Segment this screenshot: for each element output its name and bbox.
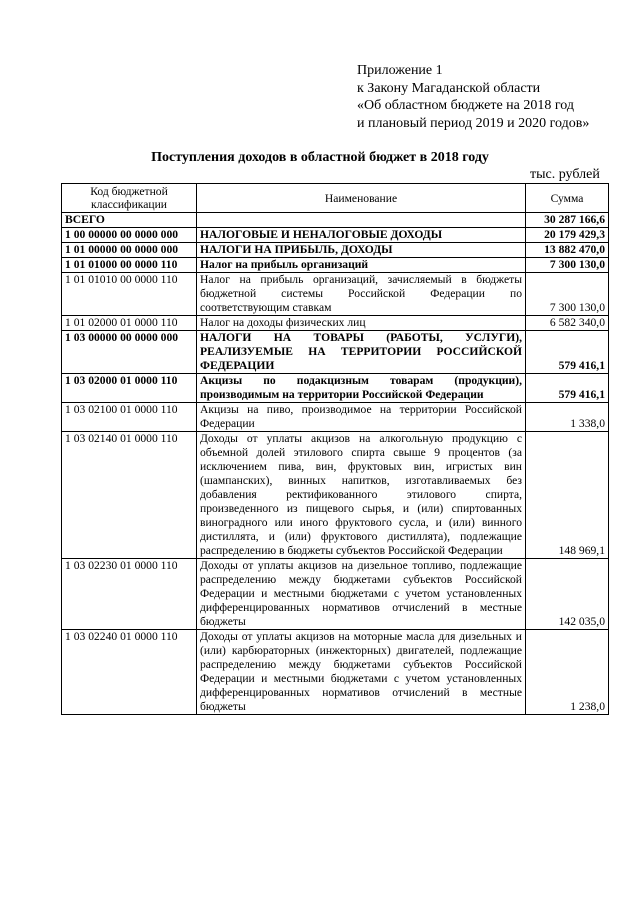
row-amount: 142 035,0: [526, 559, 609, 630]
row-code: 1 03 00000 00 0000 000: [62, 331, 197, 374]
row-code: 1 00 00000 00 0000 000: [62, 228, 197, 243]
annex-line: к Закону Магаданской области: [357, 80, 541, 96]
row-name: Доходы от уплаты акцизов на моторные масла для дизельных и (или) карбюраторных (инжекторных) двигателей, подлежащие распределению между бюджетами субъектов Российской Федерации и местными бюджетами с учетом установленных дифференцированных нормативов отчислений в местные бюджеты: [197, 630, 526, 715]
row-amount: 579 416,1: [526, 374, 609, 403]
row-amount: 20 179 429,3: [526, 228, 609, 243]
annex-line: и плановый период 2019 и 2020 годов»: [357, 115, 590, 131]
row-name: НАЛОГИ НА ПРИБЫЛЬ, ДОХОДЫ: [197, 243, 526, 258]
row-code: 1 01 00000 00 0000 000: [62, 243, 197, 258]
table-row: [62, 243, 609, 258]
row-amount: 7 300 130,0: [526, 258, 609, 273]
table-row: [62, 374, 609, 403]
row-amount: 148 969,1: [526, 432, 609, 559]
annex-line: «Об областном бюджете на 2018 год: [357, 98, 574, 113]
row-amount: 6 582 340,0: [526, 316, 609, 331]
row-code: 1 03 02140 01 0000 110: [62, 432, 197, 559]
header-code: Код бюджетной классификации: [62, 184, 197, 213]
row-code: 1 03 02100 01 0000 110: [62, 403, 197, 432]
row-code: 1 01 02000 01 0000 110: [62, 316, 197, 331]
row-name: Доходы от уплаты акцизов на алкогольную продукцию с объемной долей этилового спирта свыше 9 процентов (за исключением пива, вин, фруктовых вин, игристых вин (шампанских), винных напитков, изготавливаемых без добавления ректификованного этилового спирта, произведенного из пищевого сырья, и (или) спиртованных виноградного или иного фруктового сусла, и (или) винного дистиллята, и (или) фруктового дистиллята), подлежащие распределению в бюджеты субъектов Российской Федерации: [197, 432, 526, 559]
table-header-row: [62, 184, 609, 213]
row-amount: 30 287 166,6: [526, 213, 609, 228]
row-amount: 579 416,1: [526, 331, 609, 374]
row-name: Налог на доходы физических лиц: [197, 316, 526, 331]
table-row: [62, 331, 609, 374]
row-name: НАЛОГОВЫЕ И НЕНАЛОГОВЫЕ ДОХОДЫ: [197, 228, 526, 243]
annex-header: [357, 62, 589, 132]
row-name: НАЛОГИ НА ТОВАРЫ (РАБОТЫ, УСЛУГИ), РЕАЛИЗУЕМЫЕ НА ТЕРРИТОРИИ РОССИЙСКОЙ ФЕДЕРАЦИИ: [197, 331, 526, 374]
row-name: Налог на прибыль организаций, зачисляемый в бюджеты бюджетной системы Российской Федерации по соответствующим ставкам: [197, 273, 526, 316]
table-row: [62, 258, 609, 273]
header-name: Наименование: [197, 184, 526, 213]
header-amount: Сумма: [526, 184, 609, 213]
document-title: Поступления доходов в областной бюджет в 2018 году: [151, 150, 489, 165]
units-label: тыс. рублей: [530, 167, 600, 182]
row-name: Акцизы на пиво, производимое на территории Российской Федерации: [197, 403, 526, 432]
row-amount: 1 338,0: [526, 403, 609, 432]
row-name: Акцизы по подакцизным товарам (продукции), производимым на территории Российской Федерации: [197, 374, 526, 403]
table-row: [62, 228, 609, 243]
table-row: [62, 213, 609, 228]
revenue-table: [61, 183, 609, 715]
table-row: [62, 559, 609, 630]
row-amount: 1 238,0: [526, 630, 609, 715]
row-code: 1 03 02240 01 0000 110: [62, 630, 197, 715]
row-name: Налог на прибыль организаций: [197, 258, 526, 273]
row-amount: 7 300 130,0: [526, 273, 609, 316]
row-code: 1 03 02230 01 0000 110: [62, 559, 197, 630]
row-name: [197, 213, 526, 228]
row-code: 1 01 01010 00 0000 110: [62, 273, 197, 316]
table-row: [62, 432, 609, 559]
table-body: [62, 213, 609, 715]
table-row: [62, 630, 609, 715]
row-code: ВСЕГО: [62, 213, 197, 228]
table-row: [62, 403, 609, 432]
row-amount: 13 882 470,0: [526, 243, 609, 258]
annex-line: Приложение 1: [357, 63, 443, 78]
table-row: [62, 273, 609, 316]
row-code: 1 01 01000 00 0000 110: [62, 258, 197, 273]
row-name: Доходы от уплаты акцизов на дизельное топливо, подлежащие распределению между бюджетами субъектов Российской Федерации и местными бюджетами с учетом установленных дифференцированных нормативов отчислений в местные бюджеты: [197, 559, 526, 630]
row-code: 1 03 02000 01 0000 110: [62, 374, 197, 403]
table-row: [62, 316, 609, 331]
